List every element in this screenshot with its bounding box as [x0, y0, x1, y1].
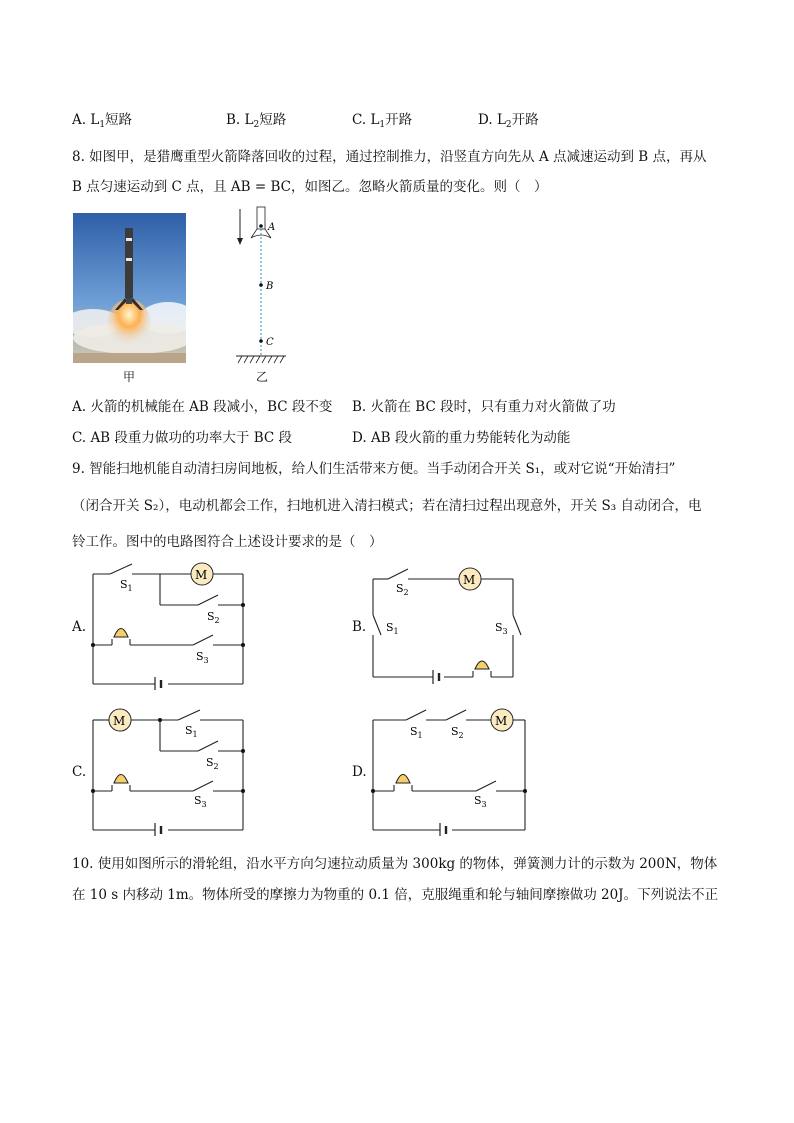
motor-label: M	[195, 568, 208, 582]
q8-option-b: B. 火箭在 BC 段时，只有重力对火箭做了功	[352, 399, 616, 415]
svg-text:S1: $S_1$	[386, 621, 399, 636]
svg-text:S3: $S_3$	[196, 650, 209, 665]
q7-option-c: C. $L_1$开路	[352, 112, 413, 130]
q8-stem-line1: 8. 如图甲，是猎鹰重型火箭降落回收的过程，通过控制推力，沿竖直方向先从 A 点减速运动到 B 点，再从	[72, 149, 707, 165]
svg-text:M: M	[495, 714, 508, 728]
q9-stem-line3: 铃工作。图中的电路图符合上述设计要求的是（ ）	[72, 534, 383, 550]
svg-text:S2: $S_2$	[451, 725, 464, 740]
circuit-b	[368, 565, 528, 690]
svg-text:S2: $S_2$	[207, 610, 220, 625]
figure-jia-caption: 甲	[123, 370, 136, 384]
q7-option-b: B. $L_2$短路	[226, 112, 287, 130]
rocket-landing-photo	[73, 213, 186, 363]
q10-stem-line1: 10. 使用如图所示的滑轮组，沿水平方向匀速拉动质量为 300kg 的物体，弹簧测力计的示数为 200N，物体	[72, 856, 718, 872]
circuit-d-letter: D.	[352, 764, 367, 780]
circuit-b-letter: B.	[352, 619, 367, 635]
svg-text:M: M	[113, 714, 126, 728]
svg-text:S3: $S_3$	[194, 794, 207, 809]
circuit-c-letter: C.	[72, 764, 87, 780]
circuit-c	[88, 706, 253, 836]
q8-stem-line2: B 点匀速运动到 C 点，且 AB = BC，如图乙。忽略火箭质量的变化。则（ ）	[72, 179, 548, 195]
svg-text:M: M	[463, 573, 476, 587]
point-c-label: C	[266, 337, 274, 348]
rocket-path-diagram	[228, 205, 308, 385]
svg-text:S1: $S_1$	[120, 578, 133, 593]
q8-option-c: C. AB 段重力做功的功率大于 BC 段	[72, 430, 292, 446]
circuit-a-letter: A.	[72, 619, 87, 635]
svg-text:S3: $S_3$	[495, 621, 508, 636]
figure-yi-caption: 乙	[256, 370, 269, 384]
circuit-d	[368, 706, 533, 836]
q8-option-d: D. AB 段火箭的重力势能转化为动能	[352, 430, 571, 446]
q7-option-d: D. $L_2$开路	[478, 112, 539, 130]
svg-text:S1: $S_1$	[410, 725, 423, 740]
svg-text:S3: $S_3$	[474, 794, 487, 809]
q9-stem-line1: 9. 智能扫地机能自动清扫房间地板，给人们生活带来方便。当手动闭合开关 S₁，或对它说“开始清扫”	[72, 461, 676, 477]
svg-text:S1: $S_1$	[185, 724, 198, 739]
svg-text:S2: $S_2$	[396, 582, 409, 597]
point-a-label: A	[268, 222, 276, 233]
q7-option-a: A. $L_1$短路	[72, 112, 133, 130]
point-b-label: B	[266, 281, 274, 292]
svg-text:S2: $S_2$	[206, 756, 219, 771]
q8-option-a: A. 火箭的机械能在 AB 段减小，BC 段不变	[72, 399, 333, 415]
q10-stem-line2: 在 10 s 内移动 1m。物体所受的摩擦力为物重的 0.1 倍，克服绳重和轮与轴间摩擦做功 20J。下列说法不正	[72, 887, 719, 903]
circuit-a	[88, 560, 253, 690]
q9-stem-line2: （闭合开关 S₂），电动机都会工作，扫地机进入清扫模式；若在清扫过程出现意外，开关 S₃ 自动闭合，电	[72, 498, 702, 514]
